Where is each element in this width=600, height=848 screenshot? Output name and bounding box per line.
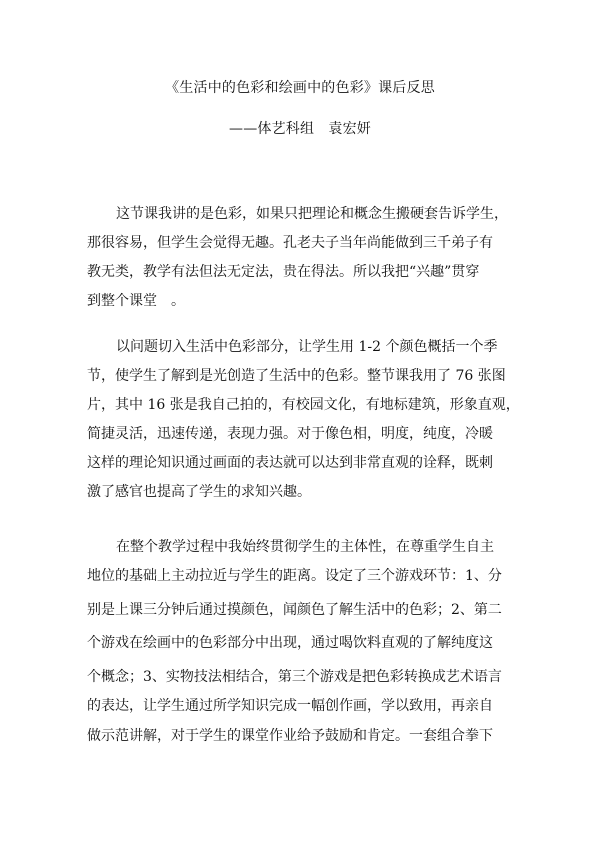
paragraph-1-line-4: 到整个课堂 。 [87,293,185,309]
paragraph-2-line-3: 片，其中 16 张是我自己拍的，有校园文化，有地标建筑，形象直观， [87,397,520,413]
paragraph-1-line-2: 那很容易，但学生会觉得无趣。孔老夫子当年尚能做到三千弟子有 [87,235,493,251]
page-title: 《生活中的色彩和绘画中的色彩》课后反思 [165,80,435,96]
paragraph-2-line-6: 激了感官也提高了学生的求知兴趣。 [87,484,311,500]
paragraph-1-line-3: 教无类，教学有法但法无定法，贵在得法。所以我把“兴趣”贯穿 [87,264,480,280]
paragraph-3-line-2: 地位的基础上主动拉近与学生的距离。设定了三个游戏环节：1、分 [87,568,502,584]
paragraph-3-line-5: 个概念；3、实物技法相结合，第三个游戏是把色彩转换成艺术语言 [87,669,502,685]
paragraph-2-line-2: 节，使学生了解到是光创造了生活中的色彩。整节课我用了 76 张图 [87,368,506,384]
paragraph-3-line-1: 在整个教学过程中我始终贯彻学生的主体性，在尊重学生自主 [116,539,494,555]
paragraph-1-line-1: 这节课我讲的是色彩，如果只把理论和概念生搬硬套告诉学生， [116,206,508,222]
paragraph-2-line-4: 简捷灵活，迅速传递，表现力强。对于像色相，明度，纯度，冷暖 [87,426,493,442]
author-byline: ——体艺科组 袁宏妍 [229,121,371,137]
paragraph-3-line-4: 个游戏在绘画中的色彩部分中出现，通过喝饮料直观的了解纯度这 [87,635,493,651]
paragraph-2-line-1: 以问题切入生活中色彩部分，让学生用 1-2 个颜色概括一个季 [116,339,498,355]
paragraph-2-line-5: 这样的理论知识通过画面的表达就可以达到非常直观的诠释，既刺 [87,455,493,471]
paragraph-3-line-7: 做示范讲解，对于学生的课堂作业给予鼓励和肯定。一套组合拳下 [87,728,493,744]
paragraph-3-line-3: 别是上课三分钟后通过摸颜色，闻颜色了解生活中的色彩；2、第二 [87,602,502,618]
paragraph-3-line-6: 的表达，让学生通过所学知识完成一幅创作画，学以致用，再亲自 [87,698,493,714]
